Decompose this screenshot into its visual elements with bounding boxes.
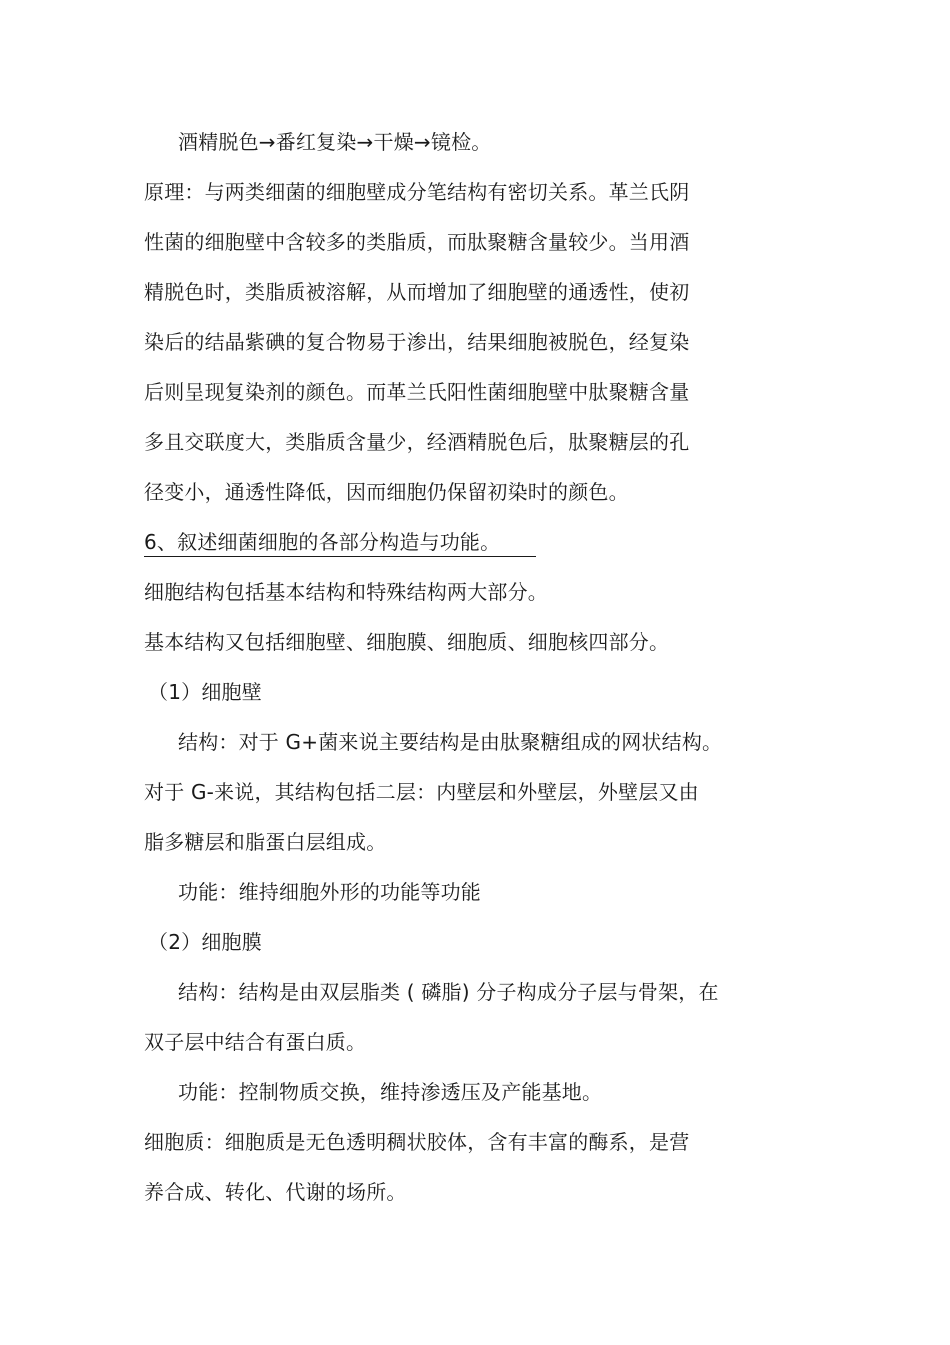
paragraph-line: 多且交联度大，类脂质含量少，经酒精脱色后，肽聚糖层的孔 xyxy=(144,430,690,454)
paragraph-line: 养合成、转化、代谢的场所。 xyxy=(144,1180,407,1204)
paragraph-line: 功能：维持细胞外形的功能等功能 xyxy=(178,880,481,904)
section-heading: （2）细胞膜 xyxy=(148,930,262,954)
paragraph-line: 径变小，通透性降低，因而细胞仍保留初染时的颜色。 xyxy=(144,480,629,504)
paragraph-line: 基本结构又包括细胞壁、细胞膜、细胞质、细胞核四部分。 xyxy=(144,630,670,654)
paragraph-line: 酒精脱色→番红复染→干燥→镜检。 xyxy=(178,130,492,154)
paragraph-line: 原理：与两类细菌的细胞壁成分笔结构有密切关系。革兰氏阴 xyxy=(144,180,690,204)
paragraph-line: 脂多糖层和脂蛋白层组成。 xyxy=(144,830,387,854)
paragraph-line: 精脱色时，类脂质被溶解，从而增加了细胞壁的通透性，使初 xyxy=(144,280,690,304)
paragraph-line: 细胞质：细胞质是无色透明稠状胶体，含有丰富的酶系，是营 xyxy=(144,1130,690,1154)
paragraph-line: 性菌的细胞壁中含较多的类脂质，而肽聚糖含量较少。当用酒 xyxy=(144,230,690,254)
paragraph-line: 结构：对于 G+菌来说主要结构是由肽聚糖组成的网状结构。 xyxy=(178,730,723,754)
paragraph-line: 对于 G-来说，其结构包括二层：内壁层和外壁层，外壁层又由 xyxy=(144,780,699,804)
paragraph-line: 结构：结构是由双层脂类 ( 磷脂) 分子构成分子层与骨架，在 xyxy=(178,980,719,1004)
section-heading: （1）细胞壁 xyxy=(148,680,262,704)
paragraph-line: 后则呈现复染剂的颜色。而革兰氏阳性菌细胞壁中肽聚糖含量 xyxy=(144,380,690,404)
question-heading: 6、叙述细菌细胞的各部分构造与功能。 xyxy=(144,528,536,557)
paragraph-line: 细胞结构包括基本结构和特殊结构两大部分。 xyxy=(144,580,548,604)
paragraph-line: 染后的结晶紫碘的复合物易于渗出，结果细胞被脱色，经复染 xyxy=(144,330,690,354)
paragraph-line: 双子层中结合有蛋白质。 xyxy=(144,1030,367,1054)
paragraph-line: 功能：控制物质交换，维持渗透压及产能基地。 xyxy=(178,1080,603,1104)
